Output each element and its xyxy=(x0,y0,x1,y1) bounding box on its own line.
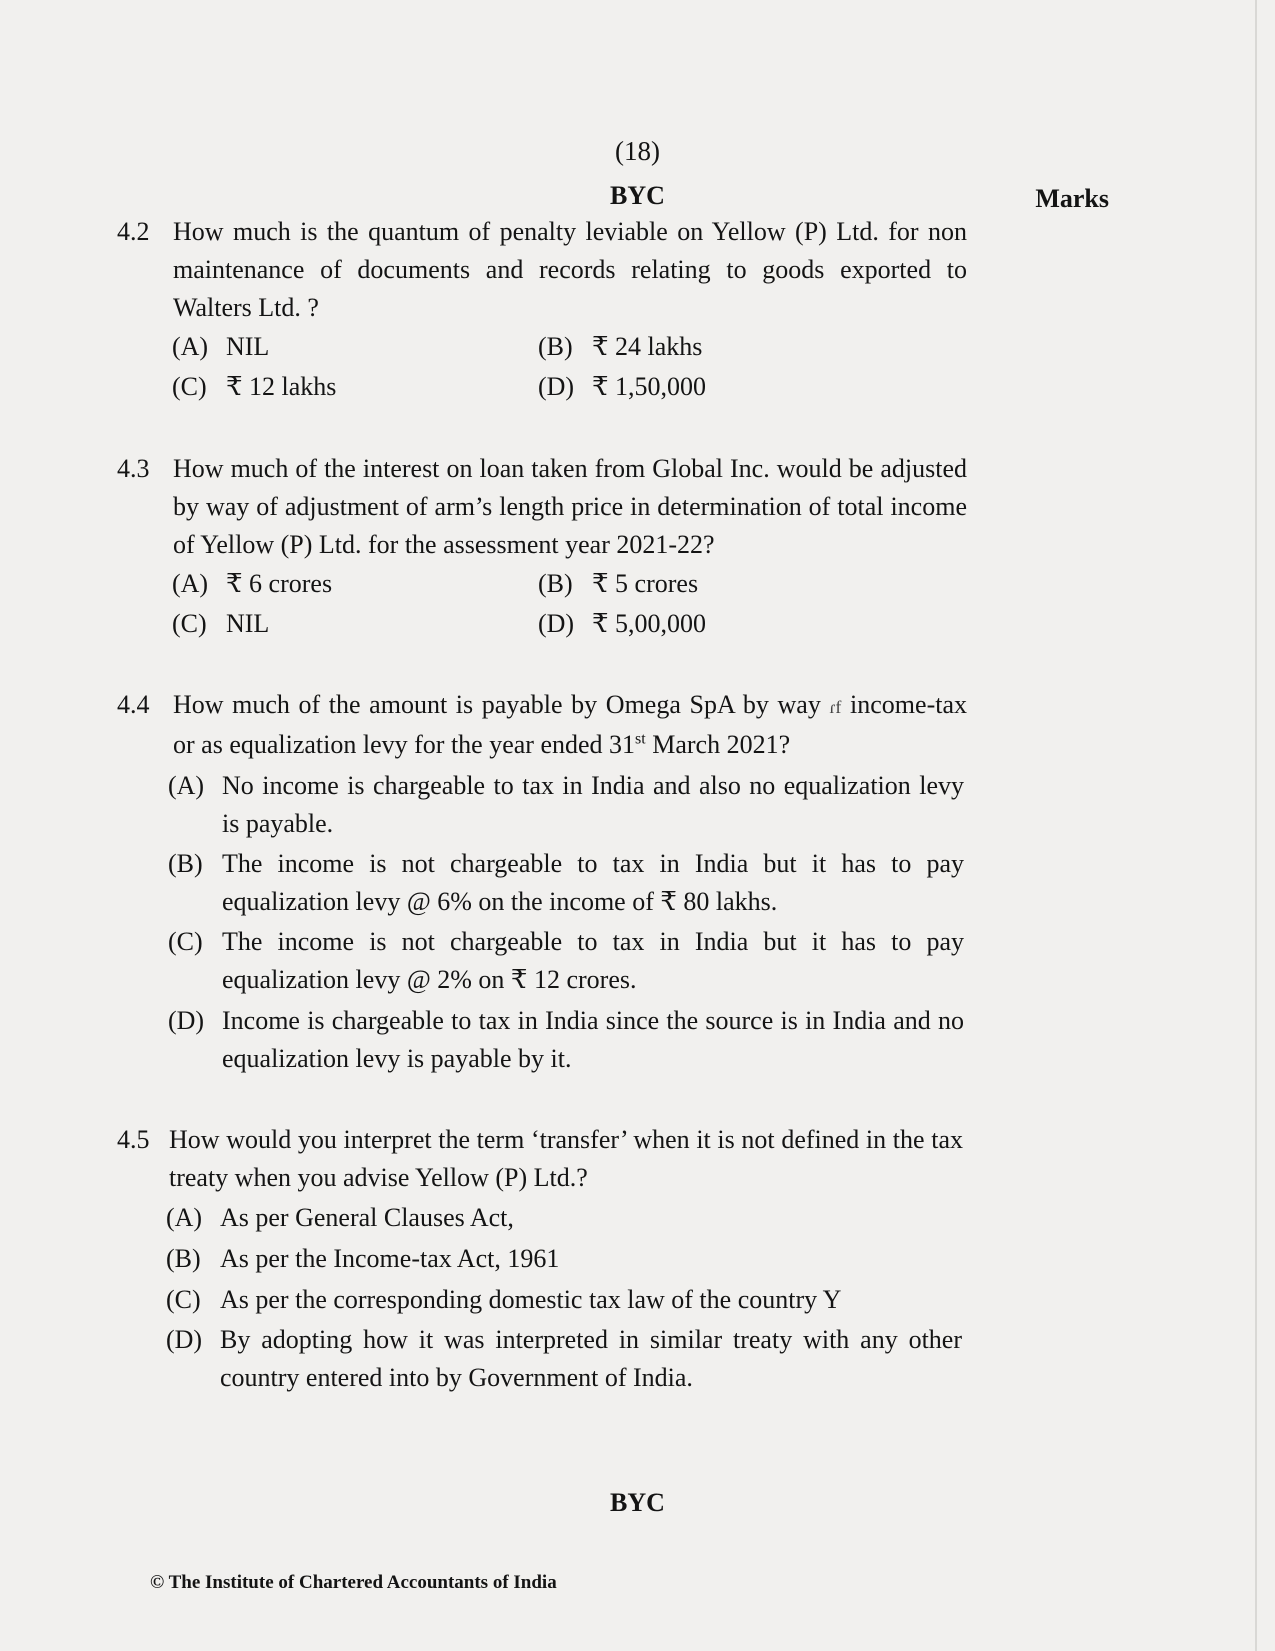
paper-code-footer: BYC xyxy=(610,1488,665,1517)
question-number: 4.2 xyxy=(117,217,150,246)
option-a xyxy=(172,565,332,603)
question-4-5 xyxy=(117,1121,963,1199)
option-text: NIL xyxy=(226,332,270,361)
option-c xyxy=(172,368,336,406)
question-text: How much of the interest on loan taken from Global Inc. would be adjusted by way of adjustment of arm’s length price in determination of total income of Yellow (P) Ltd. for the assessment year 2021-22? xyxy=(173,454,967,559)
question-text-part: March 2021? xyxy=(645,730,791,759)
option-text: The income is not chargeable to tax in India but it has to pay equalization levy @ 2% on ₹ 12 crores. xyxy=(222,927,964,994)
option-d xyxy=(538,368,706,406)
option-d xyxy=(168,1002,964,1078)
option-label: (A) xyxy=(172,569,209,598)
marks-column-label: Marks xyxy=(1035,184,1109,213)
option-a xyxy=(172,328,269,366)
option-b xyxy=(168,845,964,921)
copyright-notice: © The Institute of Chartered Accountants of India xyxy=(150,1572,557,1593)
option-text: ₹ 5 crores xyxy=(592,569,699,598)
option-label: (B) xyxy=(538,569,573,598)
option-text: By adopting how it was interpreted in similar treaty with any other country entered into by Government of India. xyxy=(220,1325,962,1392)
option-label: (C) xyxy=(166,1285,201,1314)
option-text: As per the corresponding domestic tax law of the country Y xyxy=(220,1285,842,1314)
option-d xyxy=(166,1321,962,1397)
question-number: 4.3 xyxy=(117,454,150,483)
option-text: The income is not chargeable to tax in India but it has to pay equalization levy @ 6% on the income of ₹ 80 lakhs. xyxy=(222,849,964,916)
option-text: ₹ 6 crores xyxy=(226,569,333,598)
question-number: 4.5 xyxy=(117,1125,150,1154)
paper-code-header: BYC xyxy=(610,181,665,210)
option-text: ₹ 12 lakhs xyxy=(226,372,337,401)
option-text: Income is chargeable to tax in India since the source is in India and no equalization levy is payable by it. xyxy=(222,1006,964,1073)
option-text: ₹ 24 lakhs xyxy=(592,332,703,361)
page-number: (18) xyxy=(615,136,660,166)
option-label: (D) xyxy=(168,1006,205,1035)
option-label: (A) xyxy=(168,771,205,800)
option-label: (D) xyxy=(166,1325,203,1354)
ordinal-suffix: st xyxy=(635,730,646,748)
question-text: How much is the quantum of penalty leviable on Yellow (P) Ltd. for non maintenance of documents and records relating to goods exported to Walters Ltd. ? xyxy=(173,217,967,322)
question-4-3 xyxy=(117,450,967,566)
scan-edge-shadow xyxy=(1255,0,1257,1651)
option-label: (A) xyxy=(166,1203,203,1232)
option-text: ₹ 5,00,000 xyxy=(592,609,707,638)
option-b xyxy=(538,565,698,603)
option-label: (D) xyxy=(538,372,575,401)
option-d xyxy=(538,605,706,643)
option-text: As per General Clauses Act, xyxy=(220,1203,514,1232)
option-label: (C) xyxy=(172,372,207,401)
question-text xyxy=(173,686,967,764)
option-label: (D) xyxy=(538,609,575,638)
option-a xyxy=(168,767,964,843)
option-label: (B) xyxy=(168,849,203,878)
option-b xyxy=(538,328,702,366)
option-text: As per the Income-tax Act, 1961 xyxy=(220,1244,560,1273)
option-label: (B) xyxy=(166,1244,201,1273)
option-b xyxy=(166,1240,962,1280)
option-a xyxy=(166,1199,962,1239)
option-c xyxy=(168,923,964,999)
question-text-glitch: ɾf xyxy=(829,697,842,717)
question-text: How would you interpret the term ‘transfer’ when it is not defined in the tax treaty when you advise Yellow (P) Ltd.? xyxy=(169,1125,963,1192)
option-label: (C) xyxy=(172,609,207,638)
option-label: (A) xyxy=(172,332,209,361)
question-number: 4.4 xyxy=(117,690,150,719)
question-text-part: income-tax or as equalization levy for the year ended 31 xyxy=(173,690,967,759)
option-c xyxy=(172,605,269,643)
option-text: NIL xyxy=(226,609,270,638)
option-text: No income is chargeable to tax in India and also no equalization levy is payable. xyxy=(222,771,964,838)
question-text-part: How much of the amount is payable by Omega SpA by way xyxy=(173,690,830,719)
question-4-4 xyxy=(117,686,967,764)
option-label: (B) xyxy=(538,332,573,361)
option-text: ₹ 1,50,000 xyxy=(592,372,707,401)
question-4-2 xyxy=(117,213,967,329)
option-c xyxy=(166,1281,962,1321)
option-label: (C) xyxy=(168,927,203,956)
